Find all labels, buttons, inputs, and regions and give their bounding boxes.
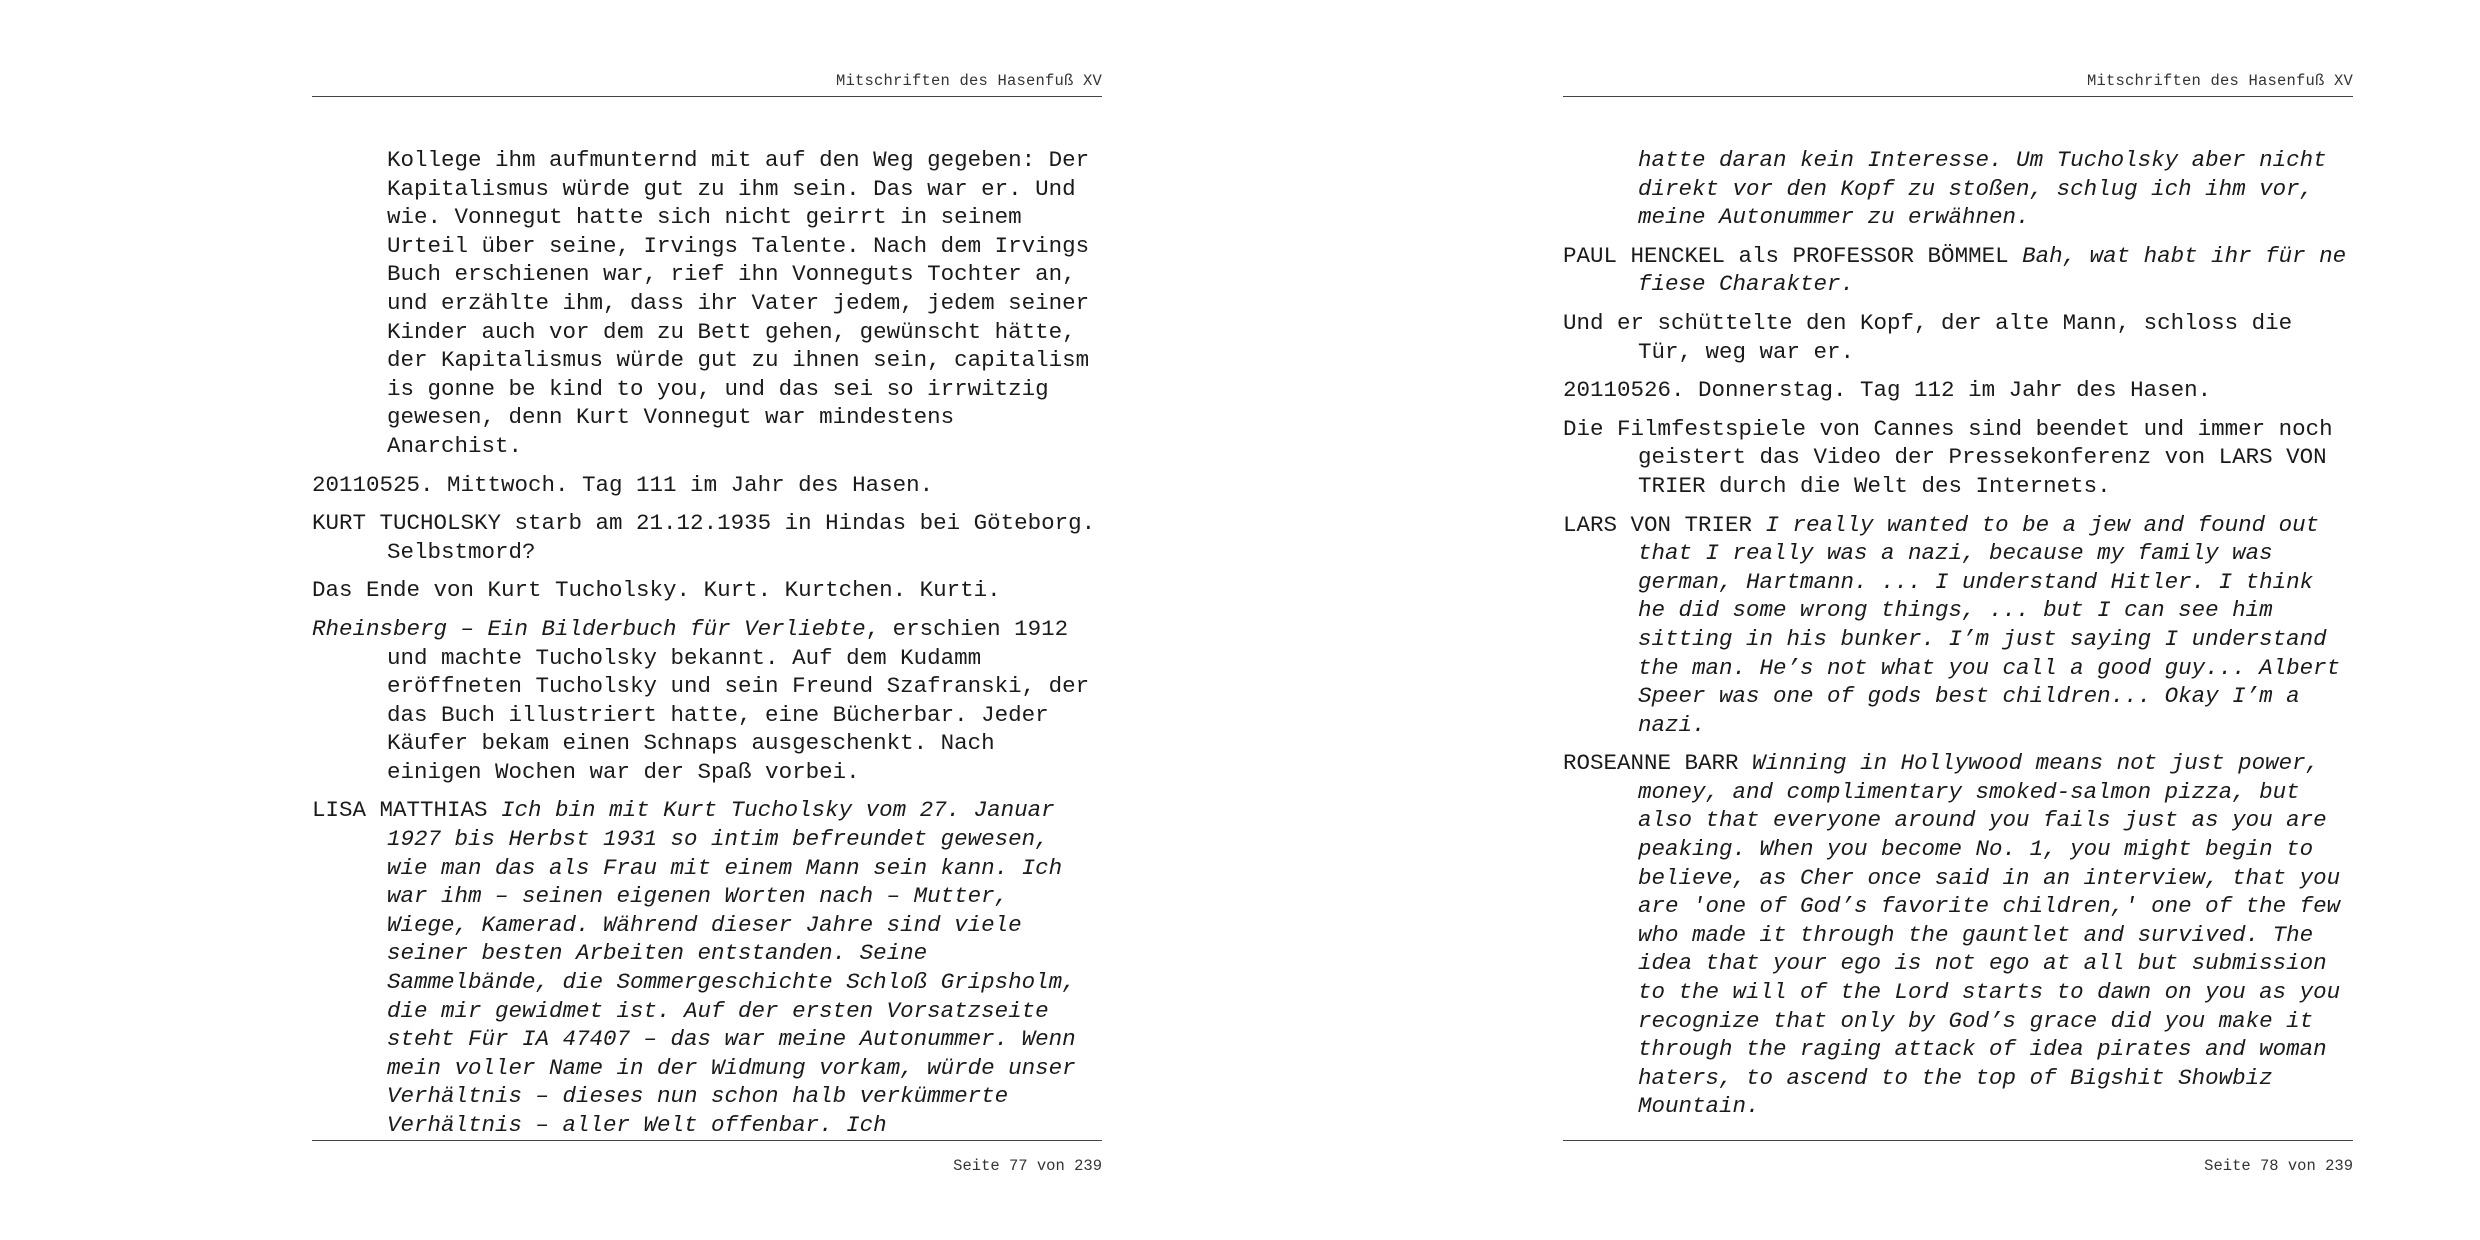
paragraph-text: KURT TUCHOLSKY starb am 21.12.1935 in Hindas bei Göteborg. Selbstmord? [312,510,1096,565]
page-number: Seite 78 von 239 [2204,1157,2353,1175]
paragraph-text: Die Filmfestspiele von Cannes sind beendet und immer noch geistert das Video der Pressekonferenz von LARS VON TRIER durch die Welt des Internets. [1563,415,2333,499]
paragraph [1563,376,2353,405]
paragraph [1563,146,2353,232]
speaker-name: LARS VON TRIER [1563,511,1753,538]
footer-rule [312,1140,1102,1141]
paragraph-text: 20110525. Mittwoch. Tag 111 im Jahr des Hasen. [312,471,934,498]
paragraph [1563,309,2353,366]
dialogue-paragraph [312,796,1102,1139]
left-page [312,0,1102,1240]
page-number: Seite 77 von 239 [953,1157,1102,1175]
paragraph [312,509,1102,566]
paragraph-text: Kollege ihm aufmunternd mit auf den Weg gegeben: Der Kapitalismus würde gut zu ihm sein. Das war er. Und wie. Vonnegut hatte sich nicht geirrt in seinem Urteil über seine, Irvings Talente. Nach dem Irvings Buch erschienen war, rief ihn Vonneguts Tochter an, und erzählte ihm, dass ihr Vater jedem, jedem seiner Kinder auch vor dem zu Bett gehen, gewünscht hätte, der Kapitalismus würde gut zu ihnen sein, capitalism is gonne be kind to you, und das sei so irrwitzig gewesen, denn Kurt Vonnegut war mindestens Anarchist. [387,147,1090,459]
quote-text: Bah, wat habt ihr für ne fiese Charakter. [1638,242,2347,298]
dialogue-paragraph [1563,242,2353,299]
quote-text: hatte daran kein Interesse. Um Tucholsky aber nicht direkt vor den Kopf zu stoßen, schlug ich ihm vor, meine Autonummer zu erwähnen. [1638,147,2327,231]
header-rule [1563,96,2353,97]
paragraph [312,146,1102,461]
dialogue-paragraph [1563,511,2353,740]
page-body [312,146,1102,1150]
paragraph-text: , erschien 1912 und machte Tucholsky bekannt. Auf dem Kudamm eröffneten Tucholsky und sein Freund Szafranski, der das Buch illustriert hatte, eine Bücherbar. Jeder Käufer bekam einen Schnaps ausgeschenkt. Nach einigen Wochen war der Spaß vorbei. [387,615,1090,785]
page-body [1563,146,2353,1131]
header-rule [312,96,1102,97]
speaker-name: PAUL HENCKEL als PROFESSOR BÖMMEL [1563,242,2009,269]
quote-text: Winning in Hollywood means not just power, money, and complimentary smoked-salmon pizza, but also that everyone around you fails just as you are peaking. When you become No. 1, you might begin to believe, as Cher once said in an interview, that you are 'one of God’s favorite children,' one of the few who made it through the gauntlet and survived. The idea that your ego is not ego at all but submission to the will of the Lord starts to dawn on you as you recognize that only by God’s grace did you make it through the raging attack of idea pirates and woman haters, to ascend to the top of Bigshit Showbiz Mountain. [1638,750,2341,1120]
footer-rule [1563,1140,2353,1141]
paragraph [312,576,1102,605]
running-head: Mitschriften des Hasenfuß XV [2086,72,2353,90]
quote-text: I really wanted to be a jew and found out that I really was a nazi, because my family was german, Hartmann. ... I understand Hitler. I think he did some wrong things, ... but I can see him sitting in his bunker. I’m just saying I understand the man. He’s not what you call a good guy... Albert Speer was one of gods best children... Okay I’m a nazi. [1638,511,2341,738]
speaker-name: ROSEANNE BARR [1563,750,1739,777]
book-title: Rheinsberg – Ein Bilderbuch für Verliebte [312,615,866,642]
paragraph [1563,415,2353,501]
paragraph-text: Und er schüttelte den Kopf, der alte Mann, schloss die Tür, weg war er. [1563,309,2293,365]
running-head: Mitschriften des Hasenfuß XV [835,72,1102,90]
dialogue-paragraph [1563,749,2353,1121]
speaker-name: LISA MATTHIAS [312,797,488,824]
right-page [1563,0,2353,1240]
paragraph [312,615,1102,787]
paragraph-text: 20110526. Donnerstag. Tag 112 im Jahr des Hasen. [1563,377,2212,404]
paragraph-text: Das Ende von Kurt Tucholsky. Kurt. Kurtchen. Kurti. [312,577,1001,604]
quote-text: Ich bin mit Kurt Tucholsky vom 27. Januar 1927 bis Herbst 1931 so intim befreundet gewesen, wie man das als Frau mit einem Mann sein kann. Ich war ihm – seinen eigenen Worten nach – Mutter, Wiege, Kamerad. Während dieser Jahre sind viele seiner besten Arbeiten entstanden. Seine Sammelbände, die Sommergeschichte Schloß Gripsholm, die mir gewidmet ist. Auf der ersten Vorsatzseite steht Für IA 47407 – das war meine Autonummer. Wenn mein voller Name in der Widmung vorkam, würde unser Verhältnis – dieses nun schon halb verkümmerte Verhältnis – aller Welt offenbar. Ich [387,797,1076,1138]
paragraph [312,471,1102,500]
